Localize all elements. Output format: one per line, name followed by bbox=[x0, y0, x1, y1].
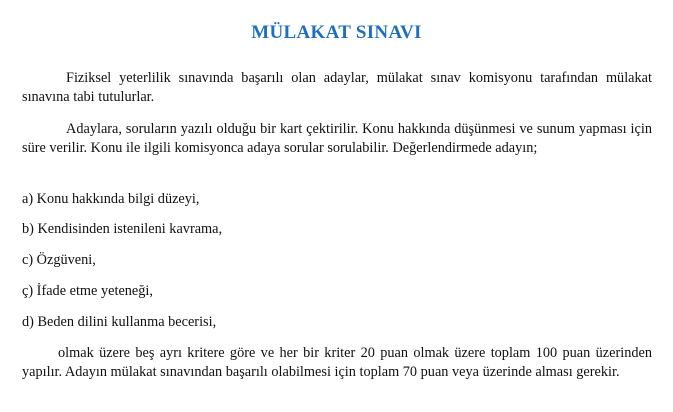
procedure-paragraph: Adaylara, soruların yazılı olduğu bir kart çektirilir. Konu hakkında düşünmesi ve sunum yapması için süre verilir. Konu ile ilgili komisyonca adaya sorular sorulabilir. Değerlendirmede adayın; bbox=[22, 121, 652, 156]
criterion-item-a: a) Konu hakkında bilgi düzeyi, bbox=[22, 191, 200, 207]
criterion-item-c: c) Özgüveni, bbox=[22, 252, 96, 268]
criterion-item-d: d) Beden dilini kullanma becerisi, bbox=[22, 314, 217, 330]
criterion-item-cc: ç) İfade etme yeteneği, bbox=[22, 283, 153, 299]
closing-paragraph: olmak üzere beş ayrı kritere göre ve her bir kriter 20 puan olmak üzere toplam 100 puan üzerinden yapılır. Adayın mülakat sınavından başarılı olabilmesi için toplam 70 puan veya üzerinde alması gerekir. bbox=[22, 345, 652, 380]
criterion-item-b: b) Kendisinden istenileni kavrama, bbox=[22, 221, 223, 237]
page-title: MÜLAKAT SINAVI bbox=[251, 22, 422, 43]
intro-paragraph: Fiziksel yeterlilik sınavında başarılı olan adaylar, mülakat sınav komisyonu tarafından mülakat sınavına tabi tutulurlar. bbox=[22, 70, 652, 105]
